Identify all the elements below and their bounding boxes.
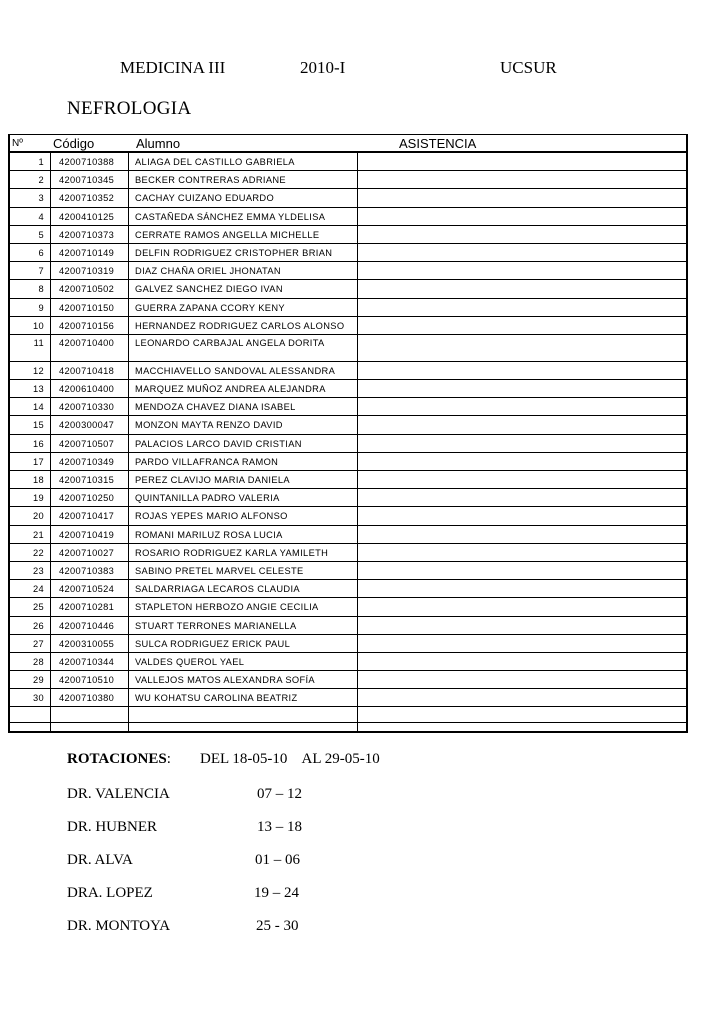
doctor-range: 07 – 12 xyxy=(257,786,302,802)
row-attendance-cell xyxy=(357,299,686,316)
table-row xyxy=(10,653,686,671)
table-row xyxy=(10,362,686,380)
doctor-range: 25 - 30 xyxy=(256,918,299,934)
row-attendance-cell xyxy=(357,189,686,206)
table-row xyxy=(10,689,686,707)
row-code: 4200710281 xyxy=(50,598,128,615)
row-code: 4200710349 xyxy=(50,453,128,470)
row-number: 23 xyxy=(32,565,44,576)
table-body xyxy=(10,153,686,723)
row-code: 4200710315 xyxy=(50,471,128,488)
rotations-dates: DEL 18-05-10 AL 29-05-10 xyxy=(200,751,380,767)
department-title: NEFROLOGIA xyxy=(67,98,192,119)
blank-row xyxy=(10,707,686,723)
row-student-name: CASTAÑEDA SÁNCHEZ EMMA YLDELISA xyxy=(128,208,357,225)
table-row xyxy=(10,416,686,434)
row-attendance-cell xyxy=(357,262,686,279)
row-attendance-cell xyxy=(357,362,686,379)
row-number: 20 xyxy=(32,511,44,522)
row-student-name: MARQUEZ MUÑOZ ANDREA ALEJANDRA xyxy=(128,380,357,397)
row-student-name: MACCHIAVELLO SANDOVAL ALESSANDRA xyxy=(128,362,357,379)
doctor-name: DRA. LOPEZ xyxy=(67,885,153,901)
row-attendance-cell xyxy=(357,544,686,561)
row-number: 17 xyxy=(32,456,44,467)
row-number: 9 xyxy=(38,302,44,313)
row-student-name: GUERRA ZAPANA CCORY KENY xyxy=(128,299,357,316)
row-number: 21 xyxy=(32,529,44,540)
footer-cell xyxy=(128,723,357,731)
row-student-name: SALDARRIAGA LECAROS CLAUDIA xyxy=(128,580,357,597)
row-attendance-cell xyxy=(357,689,686,706)
row-student-name: CACHAY CUIZANO EDUARDO xyxy=(128,189,357,206)
row-student-name: VALLEJOS MATOS ALEXANDRA SOFÍA xyxy=(128,671,357,688)
row-student-name: LEONARDO CARBAJAL ANGELA DORITA xyxy=(128,335,357,361)
blank-cell xyxy=(10,707,50,722)
column-header-code: Código xyxy=(53,136,95,151)
row-number: 13 xyxy=(32,384,44,395)
row-attendance-cell xyxy=(357,598,686,615)
doctor-name: DR. MONTOYA xyxy=(67,918,171,934)
doctor-range: 13 – 18 xyxy=(257,819,302,835)
row-number: 18 xyxy=(32,475,44,485)
row-student-name: WU KOHATSU CAROLINA BEATRIZ xyxy=(128,689,357,706)
row-code: 4200710418 xyxy=(50,362,128,379)
table-row xyxy=(10,280,686,298)
table-row xyxy=(10,635,686,653)
row-attendance-cell xyxy=(357,153,686,170)
column-header-number: Nº xyxy=(12,138,23,149)
row-code: 4200410125 xyxy=(50,208,128,225)
row-attendance-cell xyxy=(357,398,686,415)
row-student-name: MENDOZA CHAVEZ DIANA ISABEL xyxy=(128,398,357,415)
row-number: 27 xyxy=(32,638,44,649)
table-header xyxy=(10,135,686,153)
table-row xyxy=(10,226,686,244)
row-student-name: GALVEZ SANCHEZ DIEGO IVAN xyxy=(128,280,357,297)
doctor-name: DR. ALVA xyxy=(67,852,133,868)
rotations-heading xyxy=(67,751,171,768)
rotations-label: ROTACIONES xyxy=(67,751,167,767)
row-student-name: HERNANDEZ RODRIGUEZ CARLOS ALONSO xyxy=(128,317,357,334)
row-student-name: SULCA RODRIGUEZ ERICK PAUL xyxy=(128,635,357,652)
table-row xyxy=(10,617,686,635)
table-footer-row xyxy=(10,723,686,733)
row-student-name: DIAZ CHAÑA ORIEL JHONATAN xyxy=(128,262,357,279)
row-code: 4200610400 xyxy=(50,380,128,397)
footer-cell xyxy=(10,723,50,731)
row-student-name: ALIAGA DEL CASTILLO GABRIELA xyxy=(128,153,357,170)
row-code: 4200710149 xyxy=(50,244,128,261)
row-attendance-cell xyxy=(357,617,686,634)
row-number: 14 xyxy=(32,402,44,413)
row-code: 4200300047 xyxy=(50,416,128,433)
row-code: 4200710446 xyxy=(50,617,128,634)
course-title: MEDICINA III xyxy=(120,58,226,77)
row-code: 4200710344 xyxy=(50,653,128,670)
row-code: 4200710388 xyxy=(50,153,128,170)
table-row xyxy=(10,471,686,489)
row-code: 4200310055 xyxy=(50,635,128,652)
row-number: 7 xyxy=(38,266,44,277)
row-code: 4200710383 xyxy=(50,562,128,579)
row-code: 4200710510 xyxy=(50,671,128,688)
row-number: 25 xyxy=(32,602,44,613)
row-code: 4200710319 xyxy=(50,262,128,279)
footer-cell xyxy=(357,723,686,731)
row-code: 4200710380 xyxy=(50,689,128,706)
row-code: 4200710156 xyxy=(50,317,128,334)
row-number: 15 xyxy=(32,420,44,431)
doctor-name: DR. VALENCIA xyxy=(67,786,170,802)
row-student-name: STUART TERRONES MARIANELLA xyxy=(128,617,357,634)
row-number: 16 xyxy=(32,438,44,449)
table-row xyxy=(10,262,686,280)
row-student-name: PEREZ CLAVIJO MARIA DANIELA xyxy=(128,471,357,488)
university-label: UCSUR xyxy=(500,58,557,77)
row-attendance-cell xyxy=(357,226,686,243)
blank-cell xyxy=(128,707,357,722)
blank-cell xyxy=(50,707,128,722)
row-code: 4200710373 xyxy=(50,226,128,243)
row-code: 4200710417 xyxy=(50,507,128,524)
row-attendance-cell xyxy=(357,244,686,261)
table-row xyxy=(10,507,686,525)
table-row xyxy=(10,380,686,398)
doctor-name: DR. HUBNER xyxy=(67,819,158,835)
row-student-name: PALACIOS LARCO DAVID CRISTIAN xyxy=(128,435,357,452)
row-attendance-cell xyxy=(357,208,686,225)
row-number: 3 xyxy=(38,193,44,204)
table-row xyxy=(10,171,686,189)
row-student-name: BECKER CONTRERAS ADRIANE xyxy=(128,171,357,188)
row-attendance-cell xyxy=(357,335,686,361)
row-student-name: ROMANI MARILUZ ROSA LUCIA xyxy=(128,526,357,543)
row-attendance-cell xyxy=(357,171,686,188)
row-code: 4200710507 xyxy=(50,435,128,452)
table-row xyxy=(10,562,686,580)
row-student-name: STAPLETON HERBOZO ANGIE CECILIA xyxy=(128,598,357,615)
row-code: 4200710250 xyxy=(50,489,128,506)
row-number: 5 xyxy=(38,229,44,240)
row-attendance-cell xyxy=(357,671,686,688)
row-attendance-cell xyxy=(357,317,686,334)
row-code: 4200710330 xyxy=(50,398,128,415)
table-row xyxy=(10,189,686,207)
attendance-table xyxy=(8,134,688,733)
table-row xyxy=(10,335,686,362)
table-row xyxy=(10,398,686,416)
row-student-name: ROSARIO RODRIGUEZ KARLA YAMILETH xyxy=(128,544,357,561)
row-code: 4200710419 xyxy=(50,526,128,543)
row-number: 26 xyxy=(32,620,44,631)
row-number: 19 xyxy=(32,493,44,504)
row-student-name: SABINO PRETEL MARVEL CELESTE xyxy=(128,562,357,579)
row-number: 8 xyxy=(38,284,44,295)
table-row xyxy=(10,153,686,171)
table-row xyxy=(10,671,686,689)
row-number: 28 xyxy=(32,656,44,667)
row-student-name: VALDES QUEROL YAEL xyxy=(128,653,357,670)
row-attendance-cell xyxy=(357,580,686,597)
row-number: 12 xyxy=(32,365,44,376)
row-attendance-cell xyxy=(357,653,686,670)
row-code: 4200710502 xyxy=(50,280,128,297)
row-attendance-cell xyxy=(357,280,686,297)
table-row xyxy=(10,244,686,262)
row-attendance-cell xyxy=(357,489,686,506)
row-number: 2 xyxy=(38,175,44,186)
blank-cell xyxy=(357,707,686,722)
doctor-range: 01 – 06 xyxy=(255,852,300,868)
row-code: 4200710352 xyxy=(50,189,128,206)
table-row xyxy=(10,489,686,507)
row-attendance-cell xyxy=(357,416,686,433)
row-number: 24 xyxy=(32,584,44,595)
term-label: 2010-I xyxy=(300,58,346,77)
table-row xyxy=(10,453,686,471)
row-student-name: CERRATE RAMOS ANGELLA MICHELLE xyxy=(128,226,357,243)
row-attendance-cell xyxy=(357,453,686,470)
row-student-name: QUINTANILLA PADRO VALERIA xyxy=(128,489,357,506)
column-header-attendance: ASISTENCIA xyxy=(399,136,477,151)
table-row xyxy=(10,526,686,544)
table-row xyxy=(10,598,686,616)
row-attendance-cell xyxy=(357,562,686,579)
row-attendance-cell xyxy=(357,507,686,524)
table-row xyxy=(10,317,686,335)
row-code: 4200710400 xyxy=(50,335,128,361)
row-student-name: ROJAS YEPES MARIO ALFONSO xyxy=(128,507,357,524)
row-code: 4200710150 xyxy=(50,299,128,316)
row-student-name: DELFIN RODRIGUEZ CRISTOPHER BRIAN xyxy=(128,244,357,261)
row-attendance-cell xyxy=(357,471,686,488)
table-row xyxy=(10,544,686,562)
table-row xyxy=(10,299,686,317)
row-number: 29 xyxy=(32,675,44,686)
row-number: 11 xyxy=(33,337,44,348)
row-number: 4 xyxy=(38,211,44,222)
table-row xyxy=(10,580,686,598)
row-attendance-cell xyxy=(357,526,686,543)
row-number: 22 xyxy=(32,547,44,558)
row-student-name: MONZON MAYTA RENZO DAVID xyxy=(128,416,357,433)
row-attendance-cell xyxy=(357,380,686,397)
row-code: 4200710524 xyxy=(50,580,128,597)
table-row xyxy=(10,208,686,226)
table-row xyxy=(10,435,686,453)
column-header-student: Alumno xyxy=(136,136,181,151)
row-code: 4200710027 xyxy=(50,544,128,561)
row-attendance-cell xyxy=(357,635,686,652)
row-number: 1 xyxy=(38,157,44,167)
rotations-colon: : xyxy=(166,751,171,767)
row-attendance-cell xyxy=(357,435,686,452)
row-number: 6 xyxy=(38,247,44,258)
doctor-range: 19 – 24 xyxy=(254,885,299,901)
row-number: 30 xyxy=(32,693,44,704)
footer-cell xyxy=(50,723,128,731)
row-number: 10 xyxy=(32,320,44,331)
row-code: 4200710345 xyxy=(50,171,128,188)
row-student-name: PARDO VILLAFRANCA RAMON xyxy=(128,453,357,470)
